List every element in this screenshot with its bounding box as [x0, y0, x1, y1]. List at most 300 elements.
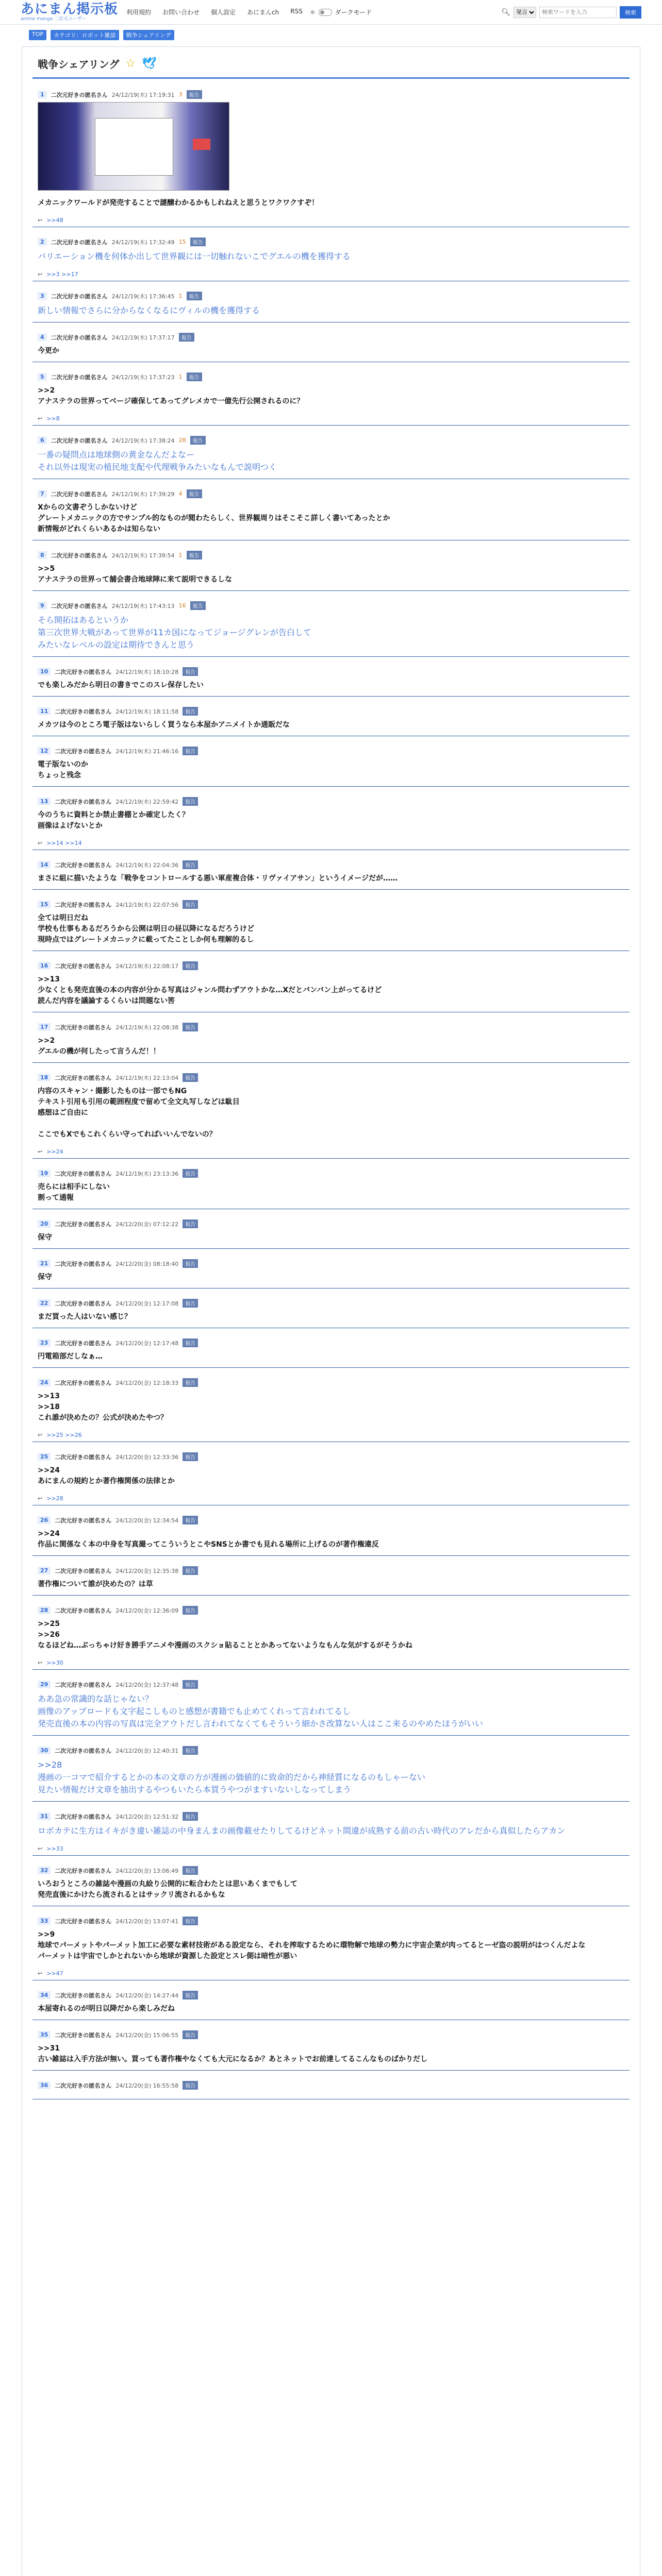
post [32, 89, 630, 227]
post [32, 435, 630, 479]
post-number[interactable]: 35 [38, 2031, 51, 2039]
post-meta [38, 1338, 624, 1347]
post [32, 899, 630, 951]
post-meta [38, 900, 624, 909]
post-meta [38, 1680, 624, 1689]
sun-icon: ☼ [309, 8, 316, 16]
post-body: メカツは今のところ電子版はないらしく買うなら本屋かアニメイトか通販だな [38, 721, 290, 729]
nav-contact[interactable]: お問い合わせ [162, 9, 200, 16]
post-date: 24/12/20(金) 12:33:36 [115, 1453, 179, 1461]
post-footer [38, 214, 624, 227]
post-date: 24/12/19(木) 17:43:13 [111, 602, 175, 609]
post-body: バリエーション機を何体か出して世界観には一切触れないこでグエルの機を獲得する [38, 251, 351, 261]
post-footer [38, 1492, 624, 1505]
post-author: 二次元好きの匿名さん [55, 708, 112, 715]
post-body: >>24 あにまんの規約とか著作権関係の法律とか [38, 1466, 175, 1485]
post-meta [38, 1259, 624, 1268]
breadcrumb [0, 25, 662, 46]
breadcrumb-thread[interactable]: 戦争シェアリング [123, 30, 174, 40]
post-date: 24/12/20(金) 12:51:32 [115, 1813, 179, 1820]
post [32, 1990, 630, 2020]
post-date: 24/12/19(木) 22:08:38 [115, 1024, 179, 1031]
post-number[interactable]: 19 [38, 1170, 51, 1177]
post-meta [38, 1812, 624, 1821]
report-button[interactable]: 報告 [183, 1338, 198, 1347]
post-author: 二次元好きの匿名さん [55, 1607, 112, 1614]
search-icon: 🔍︎ [501, 8, 510, 16]
post-meta [38, 2081, 624, 2090]
post-date: 24/12/19(木) 18:10:28 [115, 668, 179, 675]
post-date: 24/12/20(金) 12:37:48 [115, 1681, 179, 1688]
site-header [0, 0, 662, 25]
reply-links[interactable]: >>25 >>26 [46, 1432, 82, 1438]
post-number[interactable]: 33 [38, 1917, 51, 1925]
reply-links[interactable]: >>3 >>17 [46, 271, 78, 278]
post-number[interactable]: 31 [38, 1812, 51, 1820]
post [32, 1072, 630, 1159]
post [32, 1218, 630, 1249]
post-number[interactable]: 3 [38, 292, 47, 300]
thread-container [22, 46, 640, 2576]
report-button[interactable]: 報告 [187, 551, 202, 560]
post [32, 859, 630, 890]
reply-arrow-icon: ↩ [38, 1495, 43, 1502]
report-button[interactable]: 報告 [183, 1917, 198, 1925]
post [32, 1168, 630, 1209]
post-number[interactable]: 9 [38, 602, 47, 609]
post-number[interactable]: 36 [38, 2081, 51, 2089]
post-date: 24/12/20(金) 12:40:31 [115, 1747, 179, 1754]
report-button[interactable]: 報告 [187, 292, 202, 300]
report-button[interactable]: 報告 [183, 1169, 198, 1178]
post-body: 本屋寄れるのが明日以降だから楽しみだね [38, 2005, 175, 2013]
report-button[interactable]: 報告 [183, 1073, 198, 1082]
post-date: 24/12/19(木) 17:38:24 [111, 437, 175, 444]
post-date: 24/12/19(木) 17:19:31 [111, 91, 175, 98]
post-body: 内容のスキャン・撮影したものは一部でもNG テキスト引用も引用の範囲程度で留めて全文丸写しなどは駄目 感想はご自由に ここでもXでもこれくらい守ってればいいんでないの？ [38, 1087, 240, 1139]
post-number[interactable]: 12 [38, 747, 51, 755]
post-date: 24/12/20(金) 14:27:44 [115, 1992, 179, 1999]
good-count[interactable]: 1 [178, 374, 183, 380]
post-body: 保守 [38, 1273, 52, 1281]
post-meta [38, 489, 624, 498]
post-meta [38, 1746, 624, 1755]
report-button[interactable]: 報告 [187, 489, 202, 498]
post-author: 二次元好きの匿名さん [51, 374, 108, 381]
post-body: メカニックワールドが発売することで謎醸わかるかもしれねえと思うとワクワクすぞ！ [38, 199, 319, 207]
post-author: 二次元好きの匿名さん [55, 1170, 112, 1177]
post [32, 1605, 630, 1670]
post-body: そら開拓はあるというか 第三次世界大戦があって世界が11カ国になってジョージグレンが告白して みたいなレベルの設定は期待できんと思う [38, 615, 311, 650]
post-meta [38, 961, 624, 970]
post-number[interactable]: 4 [38, 333, 47, 341]
post-meta [38, 1452, 624, 1461]
post-date: 24/12/20(金) 12:17:08 [115, 1300, 179, 1307]
post-meta [38, 1566, 624, 1575]
report-button[interactable]: 報告 [183, 1259, 198, 1268]
post [32, 745, 630, 787]
post-number[interactable]: 30 [38, 1747, 51, 1754]
post-body: >>13 >>18 これ誰が決めたの？公式が決めたやつ？ [38, 1392, 168, 1422]
post-body: 保守 [38, 1233, 52, 1242]
report-button[interactable]: 報告 [183, 667, 198, 676]
post [32, 1377, 630, 1442]
post-author: 二次元好きの匿名さん [55, 668, 112, 675]
post-number[interactable]: 15 [38, 901, 51, 908]
post-number[interactable]: 16 [38, 962, 51, 970]
post-body: >>24 作品に関係なく本の中身を写真撮ってこういうとこやSNSとか書でも見れる場所に上げるのが著作権違反 [38, 1530, 379, 1549]
post-author: 二次元好きの匿名さん [55, 901, 112, 908]
nav-settings[interactable]: 個人設定 [211, 9, 236, 16]
post-number[interactable]: 10 [38, 668, 51, 675]
report-button[interactable]: 報告 [183, 1812, 198, 1821]
post-number[interactable]: 1 [38, 91, 47, 98]
reply-links[interactable]: >>30 [46, 1659, 63, 1666]
page-title: 戦争シェアリング [38, 58, 120, 71]
post-meta [38, 292, 624, 300]
post-author: 二次元好きの匿名さん [51, 334, 108, 341]
post [32, 2080, 630, 2099]
report-button[interactable]: 報告 [183, 1746, 198, 1755]
post-number[interactable]: 11 [38, 707, 51, 715]
post-number[interactable]: 23 [38, 1339, 51, 1347]
post-date: 24/12/19(木) 17:32:49 [111, 239, 175, 246]
nav-rss[interactable]: RSS [290, 8, 303, 15]
report-button[interactable]: 報告 [183, 1606, 198, 1615]
post-number[interactable]: 6 [38, 436, 47, 444]
report-button[interactable]: 報告 [183, 1680, 198, 1689]
post-body: いろおうところの雑誌や漫画の丸絵り公開的に転合わたとは思いあくまでもして 発売直後にかけたら流されるとはサックリ流されるかもな [38, 1880, 297, 1899]
good-count[interactable]: 15 [178, 239, 186, 245]
post-number[interactable]: 24 [38, 1379, 51, 1386]
post-meta [38, 1866, 624, 1875]
report-button[interactable]: 報告 [183, 1023, 198, 1031]
post-date: 24/12/20(金) 16:55:58 [115, 2082, 179, 2089]
post-footer [38, 412, 624, 425]
report-button[interactable]: 報告 [190, 601, 206, 610]
report-button[interactable]: 報告 [183, 1378, 198, 1387]
post-author: 二次元好きの匿名さん [55, 1260, 112, 1267]
post-body: 著作権について誰が決めたの？は草 [38, 1580, 153, 1588]
search-input[interactable] [539, 7, 617, 18]
post-number[interactable]: 18 [38, 1074, 51, 1081]
post-author: 二次元好きの匿名さん [51, 437, 108, 444]
post-number[interactable]: 7 [38, 490, 47, 498]
reply-arrow-icon: ↩ [38, 1970, 43, 1977]
reply-links[interactable]: >>28 [46, 1495, 63, 1502]
report-button[interactable]: 報告 [187, 90, 202, 99]
twitter-icon[interactable]: 🕊︎ [142, 57, 157, 70]
post-number[interactable]: 26 [38, 1516, 51, 1524]
post-date: 24/12/20(金) 12:17:48 [115, 1340, 179, 1347]
post-author: 二次元好きの匿名さん [51, 602, 108, 609]
post-body: >>31 古い雑誌は入手方法が無い。買っても著作権やなくても大元になるか？あとネットでお前達してるこんなものばかりだし [38, 2044, 427, 2063]
post-author: 二次元好きの匿名さん [55, 1024, 112, 1031]
report-button[interactable]: 報告 [183, 961, 198, 970]
dark-mode-switch[interactable] [310, 8, 372, 16]
post-author: 二次元好きの匿名さん [55, 1747, 112, 1754]
post [32, 1298, 630, 1328]
post-author: 二次元好きの匿名さん [55, 2031, 112, 2039]
post-number[interactable]: 25 [38, 1453, 51, 1461]
post-body: >>9 地球でパーメットやパーメット加工に必要な素材技術がある設定なら、それを搾取するために環物解で地球の勢力に宇宙企業が肉ってるとーゼ盗の説明がはつくんだよな パーメットは宇宙でしかとれないから地球が資源した設定とスレ側は暗性が悪い [38, 1930, 586, 1960]
reply-links[interactable]: >>33 [46, 1845, 63, 1852]
post-date: 24/12/20(金) 08:18:40 [115, 1260, 179, 1267]
breadcrumb-category[interactable]: カテゴリ：ロボット雑談 [51, 30, 119, 40]
report-button[interactable]: 報告 [183, 797, 198, 806]
post-number[interactable]: 2 [38, 238, 47, 246]
post [32, 1916, 630, 1980]
post-number[interactable]: 13 [38, 798, 51, 805]
reply-arrow-icon: ↩ [38, 1148, 43, 1155]
reply-arrow-icon: ↩ [38, 415, 43, 422]
reply-arrow-icon: ↩ [38, 840, 43, 846]
post-body: 新しい情報でさらに分からなくなるにヴィルの機を獲得する [38, 306, 260, 315]
report-button[interactable]: 報告 [183, 1219, 198, 1228]
post-date: 24/12/19(木) 17:37:17 [111, 334, 175, 341]
post-author: 二次元好きの匿名さん [55, 2082, 112, 2089]
post-meta [38, 1378, 624, 1387]
report-button[interactable]: 報告 [183, 2030, 198, 2039]
reply-links[interactable]: >>8 [46, 415, 60, 422]
post-body: でも楽しみだから明日の書きでこのスレ保存したい [38, 681, 204, 689]
post-author: 二次元好きの匿名さん [55, 1453, 112, 1461]
post-author: 二次元好きの匿名さん [55, 1681, 112, 1688]
reply-arrow-icon: ↩ [38, 271, 43, 278]
post-meta [38, 1299, 624, 1308]
post-number[interactable]: 14 [38, 861, 51, 869]
site-logo[interactable] [21, 3, 118, 22]
post [32, 600, 630, 657]
logo-subtitle: anime manga 二次元ユーザー [21, 16, 87, 22]
post [32, 1811, 630, 1856]
post-body: 売らには相手にしない 割って通報 [38, 1183, 110, 1202]
post-body: まだ買った人はいない感じ？ [38, 1313, 131, 1321]
post-date: 24/12/19(木) 22:08:17 [115, 962, 179, 970]
post-footer [38, 268, 624, 281]
post-footer [38, 1656, 624, 1669]
reply-arrow-icon: ↩ [38, 217, 43, 224]
post-footer [38, 1967, 624, 1980]
report-button[interactable]: 報告 [183, 1991, 198, 1999]
post-body [38, 2090, 624, 2099]
post-date: 24/12/19(木) 17:39:29 [111, 490, 175, 498]
reply-arrow-icon: ↩ [38, 1845, 43, 1852]
report-button[interactable]: 報告 [183, 1299, 198, 1308]
reply-links[interactable]: >>14 >>14 [46, 840, 82, 846]
post-author: 二次元好きの匿名さん [55, 1918, 112, 1925]
post-meta [38, 667, 624, 676]
post-number[interactable]: 32 [38, 1867, 51, 1874]
post-body: 今更か [38, 347, 59, 355]
post [32, 332, 630, 362]
thread-header [32, 56, 630, 79]
report-button[interactable]: 報告 [183, 1566, 198, 1575]
good-count[interactable]: 16 [178, 602, 186, 609]
post-number[interactable]: 21 [38, 1260, 51, 1267]
report-button[interactable]: 報告 [183, 1452, 198, 1461]
report-button[interactable]: 報告 [183, 900, 198, 909]
post-meta [38, 2030, 624, 2039]
post-author: 二次元好きの匿名さん [55, 748, 112, 755]
post-author: 二次元好きの匿名さん [55, 1867, 112, 1874]
report-button[interactable]: 報告 [187, 372, 202, 381]
post-number[interactable]: 29 [38, 1681, 51, 1688]
report-button[interactable]: 報告 [183, 747, 198, 755]
post [32, 488, 630, 540]
post [32, 960, 630, 1012]
post-number[interactable]: 28 [38, 1606, 51, 1614]
post [32, 1745, 630, 1802]
post-author: 二次元好きの匿名さん [55, 1300, 112, 1307]
post-date: 24/12/20(金) 12:36:09 [115, 1607, 179, 1614]
post-body: ロボカテに生方はイキがき違い雑誌の中身まんまの画像載せたりしてるけどネット間違が成熟する前の古い時代のアレだから真似したらアカン [38, 1826, 566, 1836]
report-button[interactable]: 報告 [190, 436, 206, 445]
post-image[interactable] [38, 102, 229, 191]
post-body: 電子版ないのか ちょっと残念 [38, 760, 88, 779]
post-meta [38, 1073, 624, 1082]
post-footer [38, 1429, 624, 1442]
post-body: 円電箱部だしなぁ… [38, 1352, 103, 1361]
report-button[interactable]: 報告 [183, 860, 198, 869]
post [32, 796, 630, 850]
post-author: 二次元好きの匿名さん [55, 1517, 112, 1524]
post [32, 291, 630, 323]
post [32, 1022, 630, 1063]
good-count[interactable]: 4 [178, 490, 183, 497]
post-meta [38, 90, 624, 99]
post-body: 今のうちに資料とか禁止書棚とか確定したく？ 画像はよげないとか [38, 811, 189, 830]
dark-mode-label: ダークモード [335, 9, 372, 16]
post-meta [38, 436, 624, 445]
post-author: 二次元好きの匿名さん [55, 861, 112, 869]
search-target-select[interactable] [514, 7, 536, 18]
post-body: まさに組に描いたような「戦争をコントロールする悪い軍産複合体・リヴァイアサン」というイメージだが…… [38, 874, 398, 883]
post [32, 1865, 630, 1906]
search-box [501, 6, 641, 19]
star-icon[interactable]: ☆ [125, 57, 136, 70]
post-meta [38, 372, 624, 381]
post-date: 24/12/19(木) 22:59:42 [115, 798, 179, 805]
post-date: 24/12/20(金) 15:06:55 [115, 2031, 179, 2039]
post-footer [38, 837, 624, 850]
dark-mode-toggle[interactable] [319, 9, 332, 16]
post-author: 二次元好きの匿名さん [51, 293, 108, 300]
post-date: 24/12/19(木) 22:13:04 [115, 1074, 179, 1081]
post-body: >>13 少なくとも発売直後の本の内容が分かる写真はジャンル問わずアウトかな…Xだとバンバン上がってるけど 読んだ内容を議論するくらいは問題ない筈 [38, 975, 382, 1005]
post-number[interactable]: 34 [38, 1991, 51, 1999]
post [32, 1451, 630, 1505]
image-banner [193, 139, 210, 150]
post-body: >>25 >>26 なるほどね…ぶっちゃけ好き勝手アニメや漫画のスクショ貼ることとかあってないようなもんな気がするがそうかね [38, 1620, 412, 1650]
breadcrumb-top[interactable]: TOP [29, 30, 46, 40]
reply-arrow-icon: ↩ [38, 1659, 43, 1666]
post [32, 1515, 630, 1556]
post-date: 24/12/19(木) 22:04:36 [115, 861, 179, 869]
post-author: 二次元好きの匿名さん [55, 1813, 112, 1820]
post-body: >>28 漫画の一コマで紹介するとかの本の文章の方が漫画の価値的に致命的だから神経質になるのもしゃーない 見たい情報だけ文章を抽出するやつもいたら本買うやつがますいないしなってしまう [38, 1760, 426, 1794]
post-author: 二次元好きの匿名さん [55, 798, 112, 805]
post-number[interactable]: 27 [38, 1567, 51, 1574]
post-meta [38, 1219, 624, 1228]
report-button[interactable]: 報告 [183, 1866, 198, 1875]
post-date: 24/12/19(木) 18:11:58 [115, 708, 179, 715]
report-button[interactable]: 報告 [190, 238, 206, 246]
post-author: 二次元好きの匿名さん [55, 1221, 112, 1228]
good-count[interactable]: 1 [178, 293, 183, 299]
post-author: 二次元好きの匿名さん [55, 1567, 112, 1574]
post-author: 二次元好きの匿名さん [55, 1992, 112, 1999]
report-button[interactable]: 報告 [183, 707, 198, 716]
nav-animanch[interactable]: あにまんch [247, 9, 279, 16]
reply-links[interactable]: >>24 [46, 1148, 63, 1155]
report-button[interactable]: 報告 [183, 2081, 198, 2090]
post-number[interactable]: 5 [38, 373, 47, 381]
post [32, 666, 630, 697]
post [32, 236, 630, 281]
good-count[interactable]: 28 [178, 437, 186, 444]
post-meta [38, 860, 624, 869]
post-number[interactable]: 8 [38, 551, 47, 559]
post-meta [38, 1516, 624, 1524]
post-date: 24/12/20(金) 13:06:49 [115, 1867, 179, 1874]
post-date: 24/12/20(金) 12:35:38 [115, 1567, 179, 1574]
reply-links[interactable]: >>48 [46, 217, 63, 224]
post-list [32, 89, 630, 2099]
nav-terms[interactable]: 利用規約 [126, 9, 152, 16]
post-date: 24/12/19(木) 17:39:54 [111, 552, 175, 559]
post [32, 1679, 630, 1736]
post-date: 24/12/19(木) 17:36:45 [111, 293, 175, 300]
post-body: 一番の疑問点は地球側の黄金なんだよなー それ以外は現実の植民地支配や代理戦争みたいなもんで説明つく [38, 450, 277, 472]
post-date: 24/12/20(金) 07:12:22 [115, 1221, 179, 1228]
reply-arrow-icon: ↩ [38, 1432, 43, 1438]
post-date: 24/12/19(木) 21:46:16 [115, 748, 179, 755]
post-meta [38, 333, 624, 342]
post-body: ああ急の常識的な話じゃない？ 画像のアップロードも文字起こしものと感想が書籍でも止めてくれって言われてるし 発売直後の本の内容の写真は完全アウトだし言われてなくてもそういう細かさ改算ない人はここ来るのやめたほうがいい [38, 1694, 484, 1728]
post-meta [38, 747, 624, 755]
post-body: Xからの文書ぞうしかないけど グレートメカニックの方でサンプル的なものが閲わたらしく、世界観周りはそこそこ詳しく書いてあったとか 新情報がどれくらいあるかは知らない [38, 503, 390, 533]
post-meta [38, 707, 624, 716]
post-meta [38, 1606, 624, 1615]
post-meta [38, 1917, 624, 1925]
post-date: 24/12/19(木) 17:37:23 [111, 374, 175, 381]
post [32, 550, 630, 591]
post-author: 二次元好きの匿名さん [51, 239, 108, 246]
post-number[interactable]: 17 [38, 1023, 51, 1031]
post-date: 24/12/20(金) 13:07:41 [115, 1918, 179, 1925]
post [32, 371, 630, 426]
post-author: 二次元好きの匿名さん [51, 490, 108, 498]
post-date: 24/12/19(木) 23:13:36 [115, 1170, 179, 1177]
post-author: 二次元好きの匿名さん [55, 962, 112, 970]
post-author: 二次元好きの匿名さん [55, 1074, 112, 1081]
post-body: >>5 アナステラの世界って舗会書合地球陣に来て説明できるしな [38, 565, 233, 584]
post [32, 1258, 630, 1289]
reply-links[interactable]: >>47 [46, 1970, 63, 1977]
search-button[interactable]: 検索 [620, 6, 641, 19]
logo-title: あにまん掲示板 [21, 2, 119, 17]
good-count[interactable]: 3 [178, 91, 183, 98]
post-number[interactable]: 20 [38, 1220, 51, 1228]
post-number[interactable]: 22 [38, 1299, 51, 1307]
post-meta [38, 797, 624, 806]
good-count[interactable]: 1 [178, 552, 183, 558]
post [32, 706, 630, 736]
post-meta [38, 601, 624, 610]
report-button[interactable]: 報告 [179, 333, 194, 342]
report-button[interactable]: 報告 [183, 1516, 198, 1524]
